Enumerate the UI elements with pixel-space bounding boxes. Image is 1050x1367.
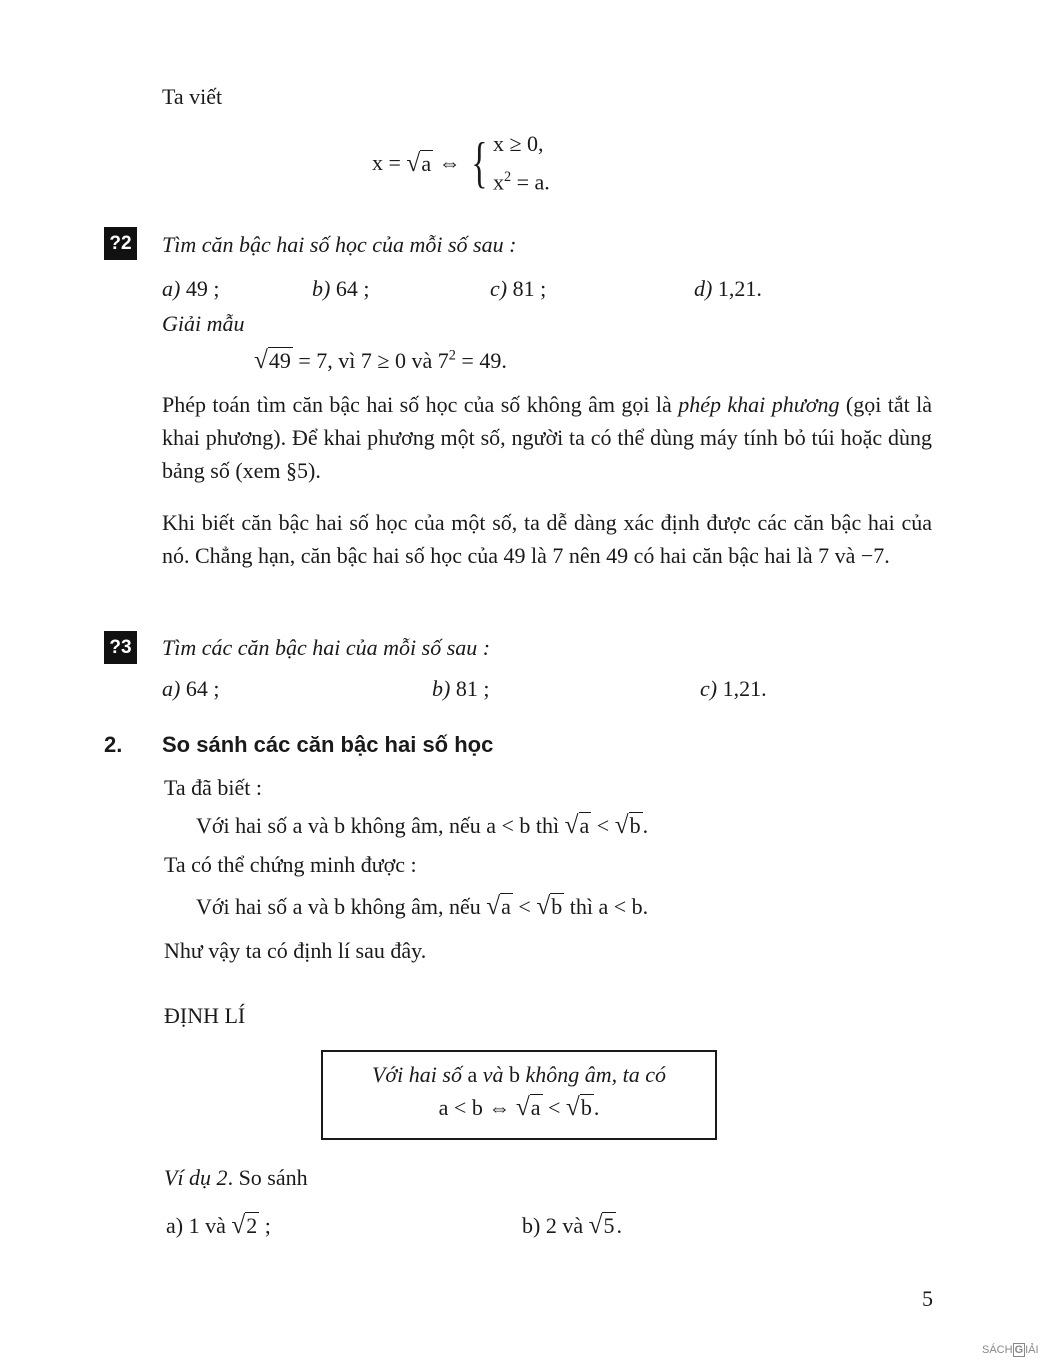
q2-option-c: c) 81 ; (490, 276, 547, 301)
question-badge-2: ?2 (104, 227, 137, 260)
q2-option-d: d) 1,21. (694, 276, 762, 301)
statement-1: Với hai số a và b không âm, nếu a < b thì √a < √b. (196, 811, 649, 839)
watermark-logo: SÁCH G IẢI (982, 1344, 1039, 1356)
known-text: Ta đã biết : (164, 775, 263, 800)
theorem-box (321, 1050, 717, 1140)
q3-prompt: Tìm các căn bậc hai của mỗi số sau : (162, 635, 491, 660)
example-part-b: b) 2 và √5. (522, 1211, 622, 1239)
sample-solution: √49 = 7, vì 7 ≥ 0 và $7^2 = 49$. (254, 346, 507, 374)
conditions (493, 131, 550, 195)
q3-option-b: b) 81 ; (432, 676, 490, 701)
section-title: So sánh các căn bậc hai số học (162, 732, 494, 757)
q2-option-b: b) 64 ; (312, 276, 370, 301)
theorem-heading: ĐỊNH LÍ (164, 1003, 246, 1028)
iff-symbol: ⇔ (438, 150, 461, 175)
q3-option-a: a) 64 ; (162, 676, 220, 701)
q3-option-c: c) 1,21. (700, 676, 767, 701)
paragraph-square-root-extraction: Phép toán tìm căn bậc hai số học của số không âm gọi là phép khai phương (gọi tắt là khai phương). Để khai phương một số, người ta có thể dùng máy tính bỏ túi hoặc dùng bảng số (xem §5). (162, 392, 932, 483)
paragraph-square-roots: Khi biết căn bậc hai số học của một số, ta dễ dàng xác định được các căn bậc hai của nó. Chẳng hạn, căn bậc hai số học của 49 là 7 nên 49 có hai căn bậc hai là 7 và −7. (162, 510, 932, 568)
theorem-line-2: a < b ⇔ √a < √b. (438, 1093, 600, 1121)
theorem-line-1: Với hai số a và b không âm, ta có (371, 1062, 667, 1087)
section-number: 2. (104, 732, 123, 757)
provable-text: Ta có thể chứng minh được : (164, 852, 417, 877)
formula-lhs: x = (372, 150, 401, 175)
example-heading: Ví dụ 2. So sánh (164, 1165, 308, 1190)
page-number: 5 (922, 1286, 933, 1311)
sample-solution-label: Giải mẫu (162, 311, 245, 336)
question-badge-3: ?3 (104, 631, 137, 664)
statement-2: Với hai số a và b không âm, nếu √a < √b thì a < b. (196, 892, 649, 920)
conclusion-text: Như vậy ta có định lí sau đây. (164, 938, 427, 963)
condition-2: $x^2 = a$. (492, 168, 550, 195)
q2-prompt: Tìm căn bậc hai số học của mỗi số sau : (162, 232, 517, 257)
example-part-a: a) 1 và √2 ; (166, 1211, 271, 1239)
q2-option-a: a) 49 ; (162, 276, 220, 301)
left-brace: { (471, 132, 488, 194)
sqrt-a: √a (406, 148, 432, 177)
condition-1: x ≥ 0, (492, 130, 544, 156)
definition-formula (372, 128, 550, 198)
intro-text: Ta viết (162, 84, 223, 109)
